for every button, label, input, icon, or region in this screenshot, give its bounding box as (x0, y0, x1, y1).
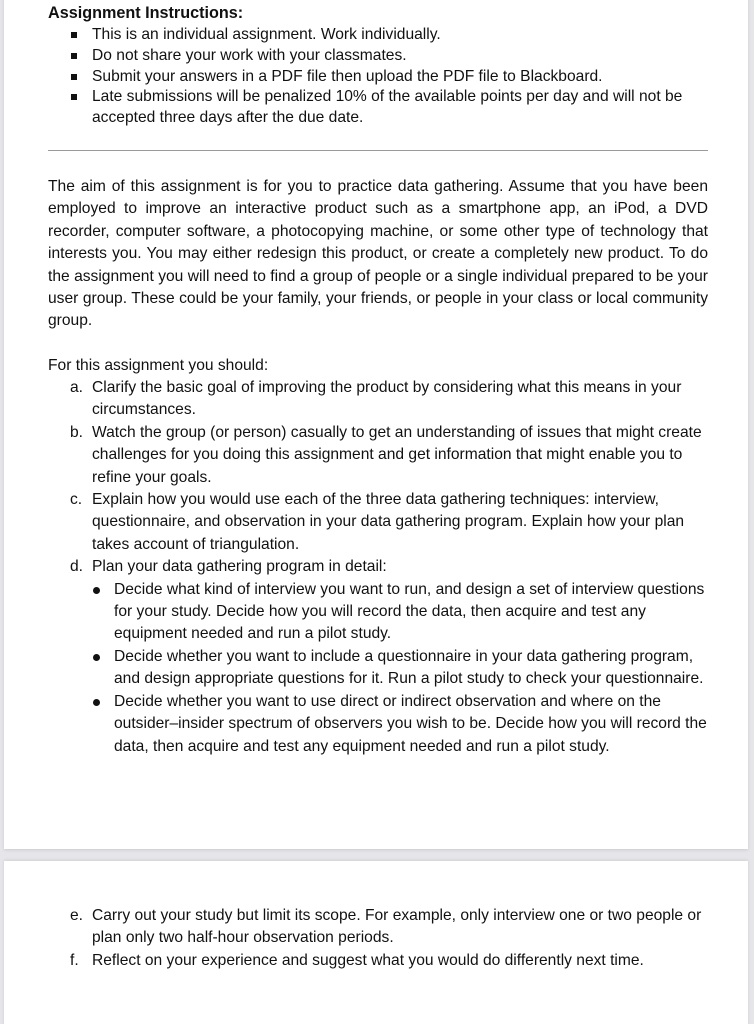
instructions-list (48, 25, 708, 129)
plan-item (70, 579, 708, 646)
square-bullet-icon (71, 53, 77, 59)
instruction-text: Do not share your work with your classmates. (92, 46, 407, 64)
tasks-intro: For this assignment you should: (48, 357, 269, 374)
instruction-item (48, 46, 708, 67)
task-text: Explain how you would use each of the three data gathering techniques: interview, questionnaire, and observation in your data gathering program. Explain how your plan takes account of triangulation. (92, 491, 685, 553)
instruction-item (48, 87, 708, 129)
task-letter: a. (70, 379, 84, 396)
instruction-text: Submit your answers in a PDF file then upload the PDF file to Blackboard. (92, 67, 603, 85)
aim-paragraph: The aim of this assignment is for you to practice data gathering. Assume that you have been employed to improve an interactive product such as a smartphone app, an iPod, a DVD recorder, computer software, a photocopying machine, or some other type of technology that interests you. You may either redesign this product, or create a completely new product. To do the assignment you will need to find a group of people or a single individual prepared to be your user group. These could be your family, your friends, or people in your class or local community group. (48, 178, 708, 330)
document-page-1 (4, 0, 748, 849)
horizontal-divider (48, 150, 708, 151)
task-letter: e. (70, 907, 84, 924)
round-bullet-icon (93, 654, 100, 661)
task-letter: c. (70, 491, 83, 509)
round-bullet-icon (93, 587, 100, 594)
task-text: Carry out your study but limit its scope. For example, only interview one or two people or plan only two half-hour observation periods. (92, 907, 702, 947)
task-item (48, 377, 708, 422)
task-text: Plan your data gathering program in detail: (92, 558, 387, 576)
round-bullet-icon (93, 699, 100, 706)
plan-item-text: Decide whether you want to use direct or indirect observation and where on the outsider–insider spectrum of observers you wish to be. Decide how you will record the data, then acquire and test any equipment needed and run a pilot study. (114, 692, 707, 755)
instruction-text: This is an individual assignment. Work individually. (92, 26, 441, 43)
instruction-item (48, 67, 708, 88)
assignment-title: Assignment Instructions: (48, 4, 244, 22)
instruction-item (48, 25, 708, 46)
document-page-2 (4, 861, 748, 1024)
tasks-list (48, 377, 708, 758)
task-item (48, 905, 708, 950)
task-letter: f. (70, 951, 79, 969)
square-bullet-icon (71, 74, 77, 80)
task-item (48, 950, 708, 972)
task-item (48, 422, 708, 489)
task-text: Clarify the basic goal of improving the product by considering what this means in your circumstances. (92, 379, 682, 419)
square-bullet-icon (71, 94, 77, 100)
task-text: Reflect on your experience and suggest what you would do differently next time. (92, 951, 644, 969)
tasks-list-continued (48, 905, 708, 972)
plan-item-text: Decide whether you want to include a questionnaire in your data gathering program, and design appropriate questions for it. Run a pilot study to check your questionnaire. (114, 647, 704, 688)
plan-item (70, 646, 708, 691)
task-item (48, 489, 708, 556)
task-letter: b. (70, 423, 84, 441)
plan-items-list (70, 579, 708, 758)
square-bullet-icon (71, 32, 77, 38)
task-letter: d. (70, 558, 84, 576)
plan-item (70, 691, 708, 758)
instruction-text: Late submissions will be penalized 10% of the available points per day and will not be accepted three days after the due date. (92, 88, 683, 127)
task-item (48, 556, 708, 758)
plan-item-text: Decide what kind of interview you want to run, and design a set of interview questions for your study. Decide how you will record the data, then acquire and test any equipment needed and run a pilot study. (114, 580, 705, 643)
task-text: Watch the group (or person) casually to get an understanding of issues that might create challenges for you doing this assignment and get information that might enable you to refine your goals. (92, 423, 702, 486)
